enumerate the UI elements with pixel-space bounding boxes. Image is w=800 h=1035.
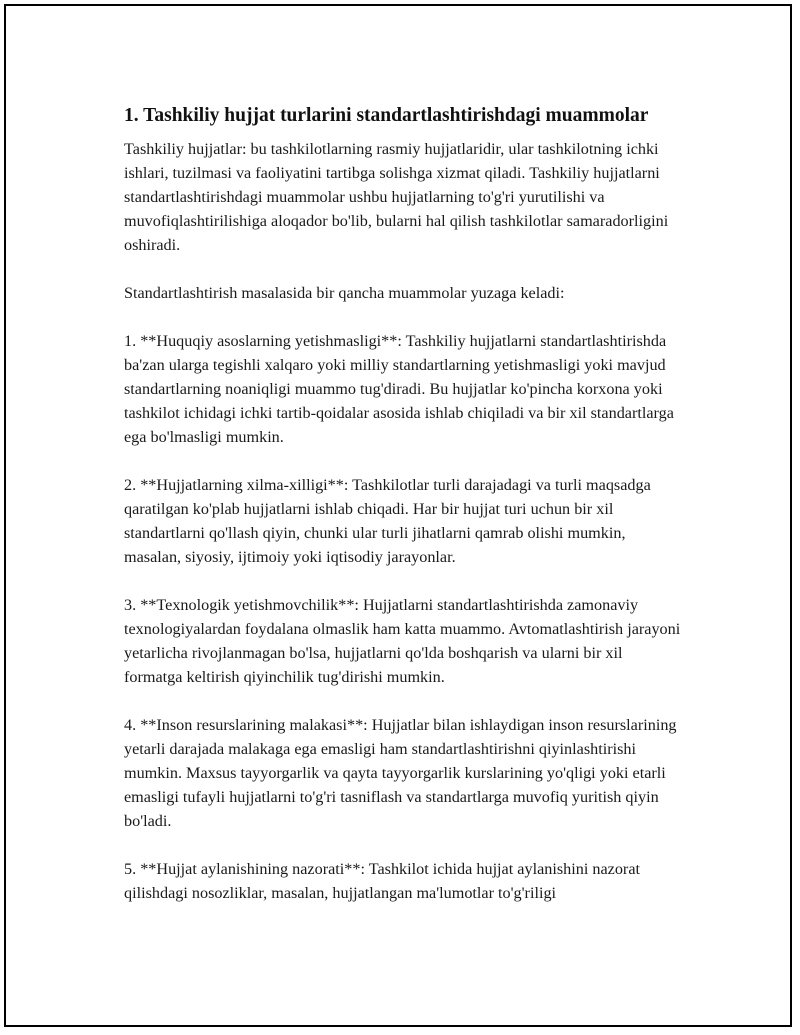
problem-item-5: 5. **Hujjat aylanishining nazorati**: Tashkilot ichida hujjat aylanishini nazorat qilishdagi nosozliklar, masalan, hujjatlangan ma'lumotlar to'g'riligi: [124, 860, 640, 902]
problem-item-3: 3. **Texnologik yetishmovchilik**: Hujjatlarni standartlashtirishda zamonaviy texnologiyalardan foydalana olmaslik ham katta muammo. Avtomatlashtirish jarayoni yetarlicha rivojlanmagan bo'lsa, hujjatlarni qo'lda boshqarish va ularni bir xil formatga keltirish qiyinchilik tug'dirishi mumkin.: [124, 596, 681, 686]
problem-item-1: 1. **Huquqiy asoslarning yetishmasligi**: Tashkiliy hujjatlarni standartlashtirishda ba'zan ularga tegishli xalqaro yoki milliy standartlarning yetishmasligi yoki mavjud standartlarning noaniqligi muammo tug'diradi. Bu hujjatlar ko'pincha korxona yoki tashkilot ichidagi ichki tartib-qoidalar asosida ishlab chiqiladi va bir xil standartlarga ega bo'lmasligi mumkin.: [124, 332, 674, 446]
document-heading: 1. Tashkiliy hujjat turlarini standartlashtirishdagi muammolar: [124, 105, 649, 126]
problem-item-2: 2. **Hujjatlarning xilma-xilligi**: Tashkilotlar turli darajadagi va turli maqsadga qaratilgan ko'plab hujjatlarni ishlab chiqadi. Har bir hujjat turi uchun bir xil standartlarni qo'llash qiyin, chunki ular turli jihatlarni qamrab olishi mumkin, masalan, siyosiy, ijtimoiy yoki iqtisodiy jarayonlar.: [124, 476, 651, 566]
page-frame: [4, 4, 792, 1027]
lead-in-paragraph: Standartlashtirish masalasida bir qancha muammolar yuzaga keladi:: [124, 284, 565, 302]
problem-item-4: 4. **Inson resurslarining malakasi**: Hujjatlar bilan ishlaydigan inson resurslarining yetarli darajada malakaga ega emasligi ham standartlashtirishni qiyinlashtirishi mumkin. Maxsus tayyorgarlik va qayta tayyorgarlik kurslarining yo'qligi yoki etarli emasligi tufayli hujjatlarni to'g'ri tasniflash va standartlarga muvofiq yuritish qiyin bo'ladi.: [124, 716, 677, 830]
intro-paragraph: Tashkiliy hujjatlar: bu tashkilotlarning rasmiy hujjatlaridir, ular tashkilotning ichki ishlari, tuzilmasi va faoliyatini tartibga solishga xizmat qiladi. Tashkiliy hujjatlarni standartlashtirishdagi muammolar ushbu hujjatlarning to'g'ri yurutilishi va muvofiqlashtirilishiga aloqador bo'lib, bularni hal qilish tashkilotlar samaradorligini oshiradi.: [124, 140, 669, 254]
document-body: [124, 102, 684, 929]
